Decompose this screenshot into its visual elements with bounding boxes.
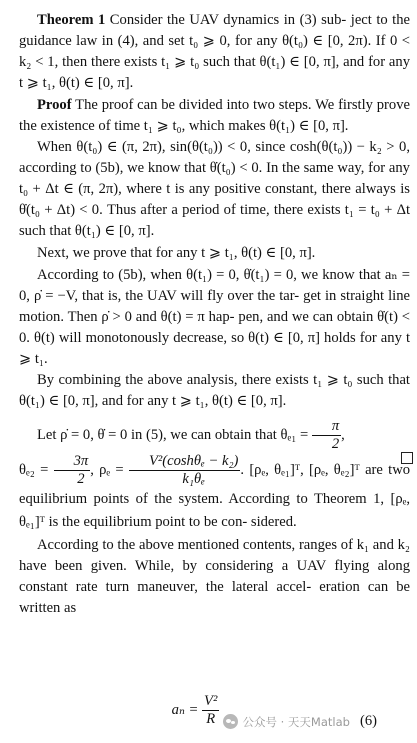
- proof-text: firstly prove the existence of time t₁ ⩾ t₀, which makes: [19, 96, 410, 134]
- paper-page: [19, 10, 410, 620]
- proof-paragraph-2: [19, 137, 410, 242]
- theorem-text-2: ject to the guidance law in (4), and set t₀ ⩾ 0, for any: [19, 12, 411, 49]
- body-text: According to the above mentioned contents, ranges of: [37, 537, 353, 554]
- body-text: eration can be written as: [19, 579, 411, 616]
- watermark: [223, 713, 377, 730]
- proof-text: θ(t₁) ∈ [0, π].: [269, 117, 349, 134]
- body-text: are two equilibrium points of the system. According to: [19, 462, 411, 508]
- proof-text: The proof can be divided into two steps. We: [75, 96, 335, 113]
- proof-text: When θ(t₀) ∈ (π, 2π), sin(θ(t₀)) < 0, since: [37, 139, 286, 156]
- proof-text: By combining the above analysis, there exists t₁ ⩾ t₀: [37, 372, 353, 389]
- proof-text: where t is any positive constant, there always is θ̇(t₀ +: [19, 181, 410, 219]
- theta-e2-fraction: [54, 453, 91, 488]
- equation-6-fraction: [202, 693, 219, 728]
- body-text: flying along constant rate turn maneuver, the lateral accel-: [19, 558, 410, 596]
- proof-text: Next, we prove that for any t ⩾ t₁, θ(t) ∈ [0, π].: [37, 244, 316, 261]
- equation-number: (6): [359, 713, 377, 729]
- wechat-icon: [223, 714, 238, 729]
- fraction-denominator: k₁θₑ: [182, 471, 205, 488]
- theorem-text-1: Consider the UAV dynamics in (3) sub-: [109, 12, 347, 28]
- proof-paragraph-3: [19, 243, 410, 264]
- proof-text: decrease, so θ(t) ∈ [0, π] holds for any t ⩾ t₁.: [19, 329, 410, 367]
- theta-e1-fraction: [312, 418, 341, 453]
- proof-text: such that θ(t₁) ∈ [0, π], and for any t ⩾ t₁, θ(t) ∈ [0, π].: [19, 372, 410, 410]
- proof-text: get in straight line motion. Then ρ̇ > 0 and θ(t) = π hap-: [19, 287, 410, 325]
- proof-text: t₀ + Δt such that θ(t₁) ∈ [0, π].: [19, 202, 411, 240]
- proof-paragraph-1: [19, 95, 410, 137]
- body-text: sidered.: [250, 514, 297, 531]
- equation-6-lhs: aₙ =: [171, 701, 199, 718]
- proof-text: that aₙ = 0, ρ̇ = −V, that is, the UAV will fly over the tar-: [19, 266, 411, 304]
- rho-label: , ρₑ =: [90, 462, 124, 479]
- fraction-numerator: 3π: [54, 453, 91, 471]
- watermark-text: 公众号 · 天天Matlab: [242, 714, 350, 729]
- equation-intro: Let ρ̇ = 0, θ̇ = 0 in (5), we can obtain that θₑ₁ =: [37, 427, 309, 444]
- body-text: Theorem 1, [ρₑ, θₑ₁]ᵀ is the equilibrium point to be con-: [19, 491, 410, 531]
- rho-fraction: [129, 453, 240, 488]
- theorem-text-4: such that θ(t₁) ∈ [0, π], and for any t ⩾ t₁, θ(t) ∈ [0, π].: [19, 53, 410, 91]
- body-text: k₁ and k₂ have been given. While, by considering a UAV: [19, 537, 411, 575]
- equilibrium-points: . [ρₑ, θₑ₁]ᵀ, [ρₑ, θₑ₂]ᵀ: [240, 462, 360, 479]
- fraction-numerator: π: [312, 418, 341, 436]
- fraction-denominator: 2: [77, 471, 85, 488]
- fraction-numerator: V²: [204, 693, 218, 709]
- theta-e2-label: θₑ₂ =: [19, 462, 49, 479]
- theorem-paragraph: [19, 10, 410, 94]
- maneuver-paragraph: [19, 535, 410, 619]
- fraction-denominator: 2: [331, 436, 340, 453]
- proof-heading: Proof: [37, 96, 72, 113]
- proof-paragraph-5: [19, 370, 410, 412]
- proof-text: cosh(θ(t₀)) − k₂ > 0, according to (5b), we know that: [19, 139, 410, 177]
- proof-text: Δt) < 0. Thus after a period of time, there exists t₁ =: [56, 202, 367, 219]
- proof-text: According to (5b), when θ(t₁) = 0, θ̇(t₁) = 0, we know: [37, 266, 355, 283]
- proof-text: pen, and we can obtain θ̇(t) < 0. θ(t) will monotonously: [19, 308, 411, 346]
- theorem-text-3: θ(t₀) ∈ [0, 2π). If 0 < k₂ < 1, then there exists t₁ ⩾ t₀: [19, 32, 410, 70]
- proof-text: θ̇(t₀) < 0. In the same way, for any t₀ + Δt ∈ (π, 2π),: [19, 160, 410, 198]
- fraction-denominator: R: [206, 711, 216, 727]
- theorem-heading: Theorem 1: [37, 12, 106, 28]
- equilibrium-paragraph: Let ρ̇ = 0, θ̇ = 0 in (5), we can obtain that θₑ₁ = $\frac{\pi}{2}$ , θₑ₂ = $\frac{3\pi}{2}$ , ρₑ = $\frac{\text{V²(coshθₑ − k₂)}}{\text{k₁θₑ}}$ . [ρₑ, θₑ₁]ᵀ, [ρₑ, θₑ₂]ᵀ are two equilibrium points of the system. According to Theorem 1, [ρₑ, θₑ₁]ᵀ is the equilibrium point to be con- sidered.: [19, 418, 411, 531]
- proof-paragraph-4: [19, 265, 410, 370]
- fraction-numerator: V²(coshθₑ − k₂): [129, 453, 240, 471]
- qed-box: [401, 452, 413, 464]
